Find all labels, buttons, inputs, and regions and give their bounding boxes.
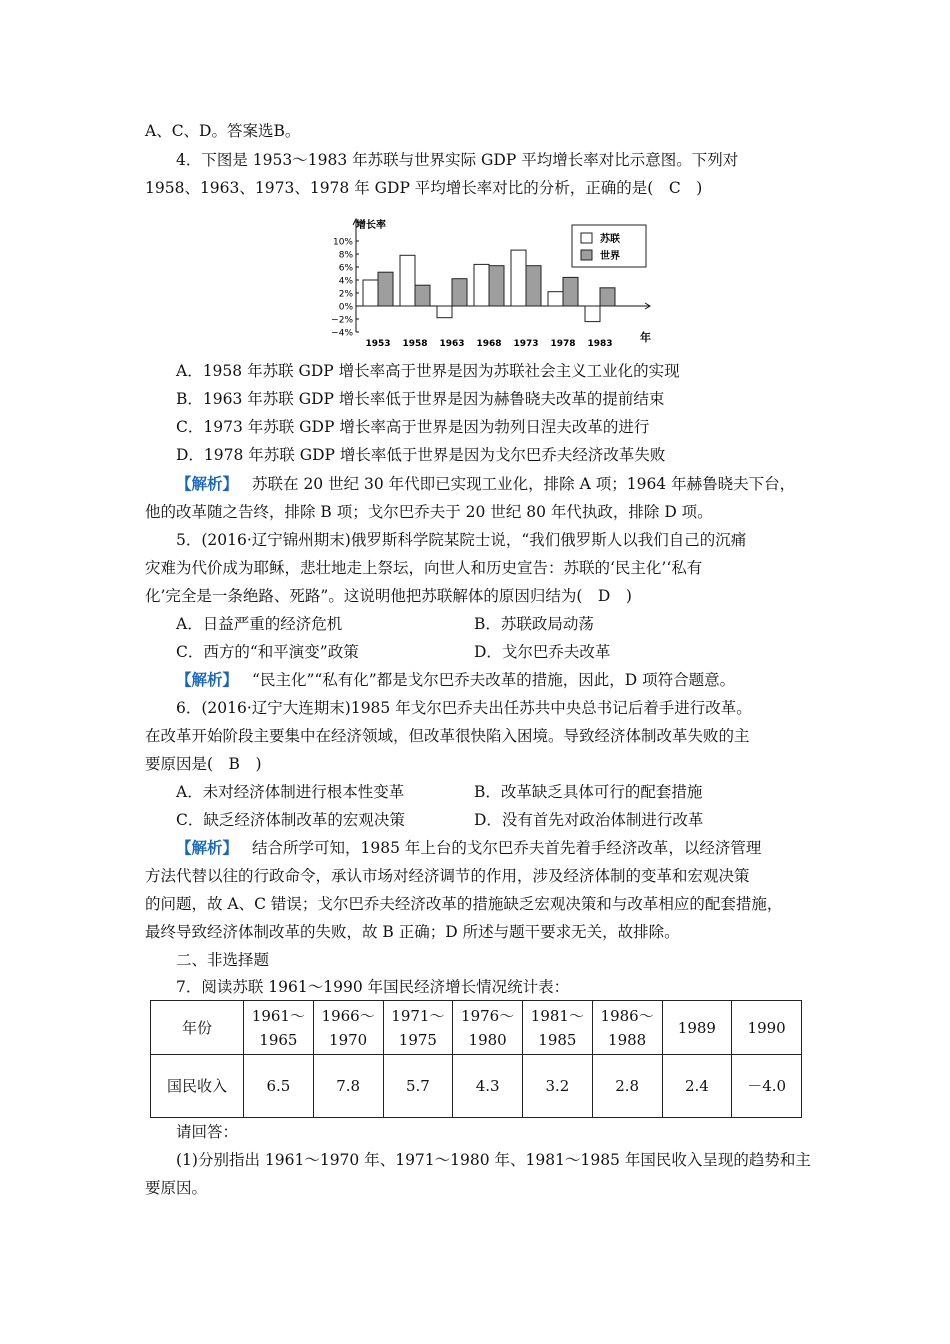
question-6-analysis-4: 最终导致经济体制改革的失败，故 B 正确；D 所述与题干要求无关，故排除。 — [145, 923, 680, 941]
year-line-2: 1980 — [468, 1030, 507, 1049]
y-tick-label: 6% — [338, 263, 353, 274]
table-cell-value: 5.7 — [383, 1055, 453, 1118]
table-cell-year — [383, 1001, 453, 1055]
question-5-option-a: A．日益严重的经济危机 — [176, 615, 343, 633]
chart-x-labels — [365, 339, 612, 349]
table-cell-year: 1990 — [732, 1001, 802, 1055]
question-6-stem-1: 6．(2016·辽宁大连期末)1985 年戈尔巴乔夫出任苏共中央总书记后着手进行改革。 — [176, 699, 752, 717]
table-cell-year — [244, 1001, 314, 1055]
question-4-analysis-2: 他的改革随之告终，排除 B 项；戈尔巴乔夫于 20 世纪 80 年代执政，排除 D 项。 — [145, 503, 713, 521]
x-tick-label: 1973 — [513, 339, 539, 349]
table-row-years — [151, 1001, 802, 1055]
x-tick-label: 1953 — [365, 339, 391, 349]
y-tick-label: 0% — [338, 302, 353, 313]
chart-bar — [511, 250, 526, 306]
national-income-table — [150, 1000, 802, 1118]
chart-bar — [363, 280, 378, 306]
table-row-income — [151, 1055, 802, 1118]
year-line-1: 1966～ — [321, 1006, 375, 1025]
question-7-part-1-b: 要原因。 — [145, 1179, 208, 1197]
analysis-text: “民主化”“私有化”都是戈尔巴乔夫改革的措施，因此，D 项符合题意。 — [252, 671, 736, 689]
table-cell-value: 2.8 — [592, 1055, 662, 1118]
y-tick-label: 4% — [338, 276, 353, 287]
question-5-option-b: B．苏联政局动荡 — [474, 615, 594, 633]
question-5-options-row-2 — [176, 642, 856, 662]
question-6-option-a: A．未对经济体制进行根本性变革 — [176, 783, 405, 801]
table-header-year: 年份 — [151, 1001, 244, 1055]
year-line-2: 1965 — [259, 1030, 298, 1049]
y-tick-label: 8% — [338, 250, 353, 261]
chart-bar — [526, 266, 541, 306]
table-cell-year — [453, 1001, 523, 1055]
x-tick-label: 1968 — [476, 339, 502, 349]
table-cell-year: 1989 — [662, 1001, 732, 1055]
question-6-options-row-2 — [176, 810, 856, 830]
legend-label: 苏联 — [600, 234, 620, 245]
chart-bar — [548, 292, 563, 306]
question-5-analysis — [176, 670, 856, 690]
legend-swatch — [581, 233, 592, 243]
question-6-option-b: B．改革缺乏具体可行的配套措施 — [474, 783, 703, 801]
analysis-label: 【解析】 — [176, 838, 239, 857]
section-heading: 二、非选择题 — [176, 951, 270, 969]
x-tick-label: 1978 — [550, 339, 576, 349]
question-4-option-b: B．1963 年苏联 GDP 增长率低于世界是因为赫鲁晓夫改革的提前结束 — [176, 390, 665, 408]
year-line-2: 1975 — [398, 1030, 437, 1049]
table-cell-year — [592, 1001, 662, 1055]
question-6-analysis-3: 的问题，故 A、C 错误；戈尔巴乔夫经济改革的措施缺乏宏观决策和与改革相应的配套措施， — [145, 895, 783, 913]
question-4-stem-2: 1958、1963、1973、1978 年 GDP 平均增长率对比的分析，正确的是( C ) — [145, 179, 703, 197]
chart-bar — [474, 264, 489, 306]
table-cell-value: 4.3 — [453, 1055, 523, 1118]
chart-bar — [600, 288, 615, 306]
question-7-prompt: 请回答： — [176, 1123, 239, 1141]
table-header-income: 国民收入 — [151, 1055, 244, 1118]
question-7-stem: 7．阅读苏联 1961～1990 年国民经济增长情况统计表： — [176, 978, 570, 996]
chart-bar — [563, 277, 578, 306]
chart-bar — [452, 279, 467, 306]
chart-bar — [585, 306, 600, 322]
question-6-stem-3: 要原因是( B ) — [145, 755, 262, 773]
question-5-stem-3: 化’完全是一条绝路、死路”。这说明他把苏联解体的原因归结为( D ) — [145, 587, 632, 605]
year-line-1: 1971～ — [391, 1006, 445, 1025]
x-tick-label: 1958 — [402, 339, 428, 349]
table-cell-value: －4.0 — [732, 1055, 802, 1118]
question-5-options-row-1 — [176, 614, 856, 634]
chart-bar — [400, 255, 415, 306]
analysis-text: 结合所学可知，1985 年上台的戈尔巴乔夫首先着手经济改革，以经济管理 — [252, 839, 762, 857]
question-5-option-d: D．戈尔巴乔夫改革 — [474, 643, 611, 661]
question-4-option-a: A．1958 年苏联 GDP 增长率高于世界是因为苏联社会主义工业化的实现 — [176, 362, 680, 380]
x-tick-label: 1983 — [587, 339, 613, 349]
legend-label: 世界 — [600, 251, 620, 262]
chart-svg — [316, 215, 658, 355]
chart-legend — [572, 225, 646, 267]
gdp-growth-chart — [316, 215, 658, 355]
chart-y-ticks — [331, 238, 359, 339]
analysis-label: 【解析】 — [176, 670, 239, 689]
year-line-1: 1961～ — [251, 1006, 305, 1025]
year-line-2: 1988 — [608, 1030, 647, 1049]
year-line-2: 1970 — [329, 1030, 368, 1049]
y-tick-label: −2% — [331, 315, 353, 326]
x-tick-label: 1963 — [439, 339, 465, 349]
analysis-label: 【解析】 — [176, 474, 239, 493]
year-line-1: 1976～ — [461, 1006, 515, 1025]
question-5-stem-1: 5．(2016·辽宁锦州期末)俄罗斯科学院某院士说，“我们俄罗斯人以我们自己的沉痛 — [176, 531, 747, 549]
question-4-option-d: D．1978 年苏联 GDP 增长率低于世界是因为戈尔巴乔夫经济改革失败 — [176, 446, 666, 464]
question-7-part-1-a: (1)分别指出 1961～1970 年、1971～1980 年、1981～1985 年国民收入呈现的趋势和主 — [176, 1151, 811, 1169]
question-4-option-c: C．1973 年苏联 GDP 增长率高于世界是因为勃列日涅夫改革的进行 — [176, 418, 650, 436]
question-5-option-c: C．西方的“和平演变”政策 — [176, 643, 359, 661]
year-line-2: 1985 — [538, 1030, 577, 1049]
question-4-analysis-1 — [176, 474, 856, 494]
question-4-stem-1: 4．下图是 1953～1983 年苏联与世界实际 GDP 平均增长率对比示意图。下列对 — [176, 151, 739, 169]
table-cell-value: 7.8 — [313, 1055, 383, 1118]
table-cell-year — [313, 1001, 383, 1055]
chart-bar — [437, 306, 452, 318]
y-tick-label: −4% — [331, 328, 353, 339]
y-tick-label: 10% — [332, 237, 353, 248]
chart-bar — [378, 272, 393, 306]
answer-line: A、C、D。答案选B。 — [145, 122, 301, 140]
table-cell-value: 3.2 — [523, 1055, 593, 1118]
analysis-text: 苏联在 20 世纪 30 年代即已实现工业化，排除 A 项；1964 年赫鲁晓夫下台， — [252, 475, 796, 493]
y-tick-label: 2% — [338, 289, 353, 300]
question-6-option-c: C．缺乏经济体制改革的宏观决策 — [176, 811, 405, 829]
year-line-1: 1986～ — [600, 1006, 654, 1025]
chart-bar — [415, 285, 430, 306]
question-6-options-row-1 — [176, 782, 856, 802]
question-6-option-d: D．没有首先对政治体制进行改革 — [474, 811, 704, 829]
question-6-stem-2: 在改革开始阶段主要集中在经济领域，但改革很快陷入困境。导致经济体制改革失败的主 — [145, 727, 750, 745]
table-cell-year — [523, 1001, 593, 1055]
table-cell-value: 2.4 — [662, 1055, 732, 1118]
question-6-analysis-1 — [176, 838, 856, 858]
chart-x-label: 年 — [640, 331, 651, 344]
chart-y-label: 增长率 — [356, 220, 386, 231]
table-cell-value: 6.5 — [244, 1055, 314, 1118]
year-line-1: 1981～ — [530, 1006, 584, 1025]
chart-bar — [489, 266, 504, 306]
question-6-analysis-2: 方法代替以往的行政命令，承认市场对经济调节的作用，涉及经济体制的变革和宏观决策 — [145, 867, 750, 885]
legend-swatch — [581, 250, 592, 260]
question-5-stem-2: 灾难为代价成为耶稣，悲壮地走上祭坛，向世人和历史宣告：苏联的‘民主化’‘私有 — [145, 559, 703, 577]
